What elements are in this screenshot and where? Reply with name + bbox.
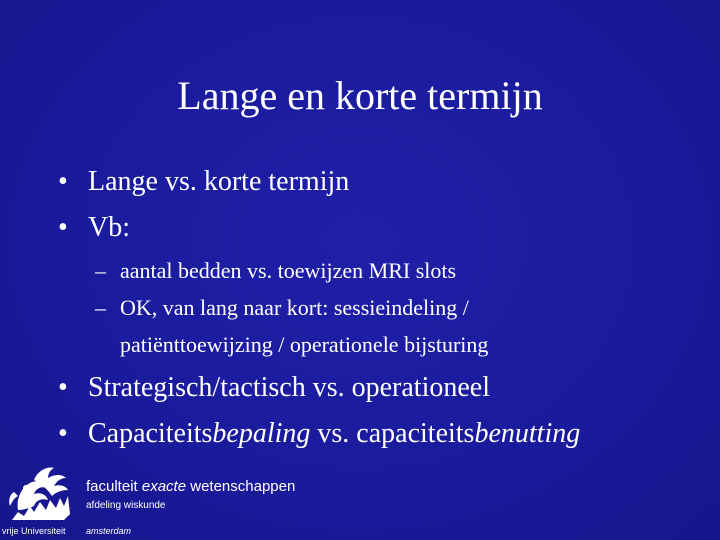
bullet-text: Lange vs. korte termijn bbox=[88, 166, 350, 197]
bullet-icon: • bbox=[58, 418, 68, 449]
bullet-icon: • bbox=[58, 372, 68, 403]
university-name: vrije Universiteit bbox=[2, 526, 66, 536]
sub-bullet-text: aantal bedden vs. toewijzen MRI slots bbox=[120, 258, 457, 283]
bullet-text bbox=[88, 418, 580, 450]
bullet-text-italic: bepaling bbox=[212, 418, 311, 449]
faculty-prefix: faculteit bbox=[86, 478, 142, 495]
dash-icon: – bbox=[95, 295, 106, 320]
bullet-text: Strategisch/tactisch vs. operationeel bbox=[88, 372, 490, 403]
faculty-italic: exacte bbox=[141, 478, 187, 495]
bullet-text-italic: benutting bbox=[474, 418, 581, 449]
footer bbox=[0, 460, 720, 540]
dash-icon: – bbox=[95, 258, 106, 283]
city-name: amsterdam bbox=[86, 526, 132, 536]
department-name: afdeling wiskunde bbox=[86, 500, 166, 511]
griffin-logo-icon bbox=[4, 462, 74, 524]
faculty-name bbox=[86, 478, 295, 496]
faculty-suffix: wetenschappen bbox=[186, 478, 296, 495]
sub-bullet-text: patiënttoewijzing / operationele bijsturing bbox=[120, 332, 489, 357]
bullet-text-part: vs. capaciteits bbox=[310, 418, 475, 449]
bullet-text: Vb: bbox=[88, 212, 130, 243]
sub-bullet-text: OK, van lang naar kort: sessieindeling / bbox=[120, 295, 469, 320]
bullet-text-part: Capaciteits bbox=[88, 418, 213, 449]
bullet-icon: • bbox=[58, 166, 68, 197]
bullet-icon: • bbox=[58, 212, 68, 243]
slide-title: Lange en korte termijn bbox=[177, 73, 543, 118]
